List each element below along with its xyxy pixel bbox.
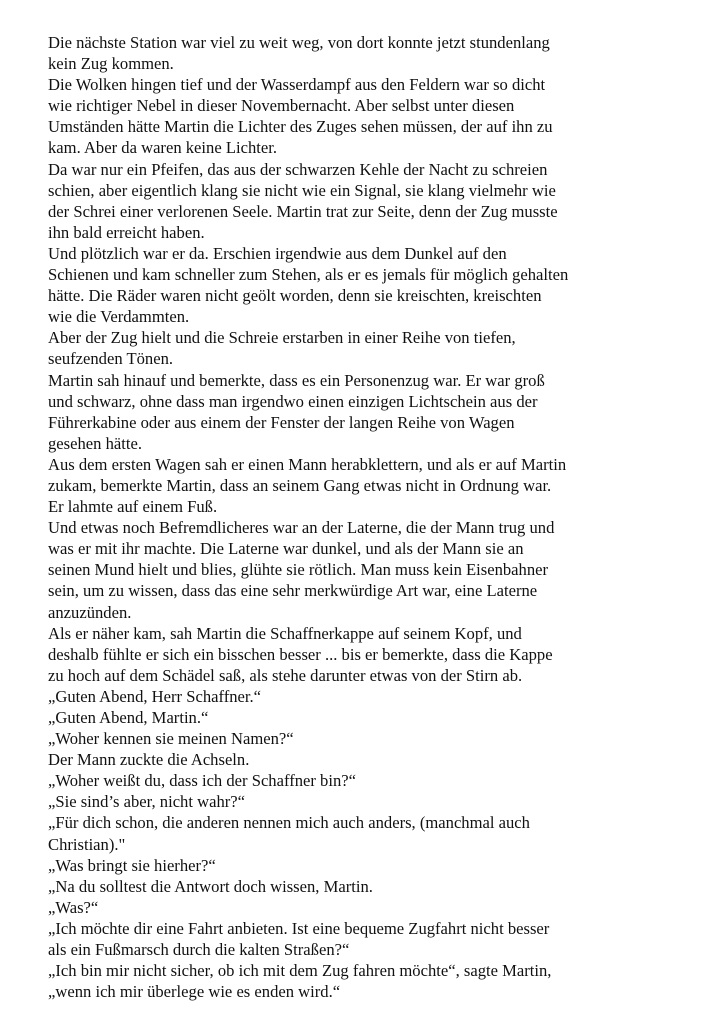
text-line: Die Wolken hingen tief und der Wasserdampf aus den Feldern war so dicht: [48, 75, 546, 95]
text-line: deshalb fühlte er sich ein bisschen besser ... bis er bemerkte, dass die Kappe: [48, 644, 553, 664]
text-line: „Woher weißt du, dass ich der Schaffner bin?“: [48, 771, 356, 791]
text-line: hätte. Die Räder waren nicht geölt worden, denn sie kreischten, kreischten: [48, 286, 542, 306]
story-text: [48, 32, 678, 1002]
text-line: Und etwas noch Befremdlicheres war an der Laterne, die der Mann trug und: [48, 518, 555, 538]
text-line: „Was bringt sie hierher?“: [48, 855, 216, 875]
text-line: Der Mann zuckte die Achseln.: [48, 750, 250, 770]
text-line: Aus dem ersten Wagen sah er einen Mann herabklettern, und als er auf Martin: [48, 454, 567, 474]
text-line: „Woher kennen sie meinen Namen?“: [48, 729, 294, 749]
text-line: ihn bald erreicht haben.: [48, 222, 205, 242]
text-line: gesehen hätte.: [48, 433, 142, 453]
text-line: Martin sah hinauf und bemerkte, dass es ein Personenzug war. Er war groß: [48, 370, 545, 390]
text-line: schien, aber eigentlich klang sie nicht wie ein Signal, sie klang vielmehr wie: [48, 180, 556, 200]
text-line: Als er näher kam, sah Martin die Schaffnerkappe auf seinem Kopf, und: [48, 623, 522, 643]
text-line: seinen Mund hielt und blies, glühte sie rötlich. Man muss kein Eisenbahner: [48, 560, 549, 580]
text-line: Und plötzlich war er da. Erschien irgendwie aus dem Dunkel auf den: [48, 243, 507, 263]
text-line: Er lahmte auf einem Fuß.: [48, 497, 218, 517]
text-line: wie richtiger Nebel in dieser Novembernacht. Aber selbst unter diesen: [48, 96, 515, 116]
text-line: Die nächste Station war viel zu weit weg, von dort konnte jetzt stundenlang: [48, 33, 550, 52]
text-line: „wenn ich mir überlege wie es enden wird.“: [48, 982, 341, 1002]
text-line: und schwarz, ohne dass man irgendwo einen einzigen Lichtschein aus der: [48, 391, 538, 411]
text-line: Führerkabine oder aus einem der Fenster der langen Reihe von Wagen: [48, 412, 515, 432]
text-line: kein Zug kommen.: [48, 54, 174, 74]
text-line: Umständen hätte Martin die Lichter des Zuges sehen müssen, der auf ihn zu: [48, 117, 553, 137]
text-line: der Schrei einer verlorenen Seele. Martin trat zur Seite, denn der Zug musste: [48, 201, 558, 221]
text-line: „Guten Abend, Martin.“: [48, 708, 209, 727]
text-line: Aber der Zug hielt und die Schreie erstarben in einer Reihe von tiefen,: [48, 328, 516, 348]
text-line: „Sie sind’s aber, nicht wahr?“: [48, 792, 246, 812]
text-line: als ein Fußmarsch durch die kalten Straßen?“: [48, 940, 350, 960]
text-line: was er mit ihr machte. Die Laterne war dunkel, und als der Mann sie an: [48, 539, 524, 559]
text-line: „Ich möchte dir eine Fahrt anbieten. Ist eine bequeme Zugfahrt nicht besser: [48, 918, 550, 938]
text-line: zu hoch auf dem Schädel saß, als stehe darunter etwas von der Stirn ab.: [48, 665, 523, 685]
text-line: Schienen und kam schneller zum Stehen, als er es jemals für möglich gehalten: [48, 265, 569, 285]
text-line: zukam, bemerkte Martin, dass an seinem Gang etwas nicht in Ordnung war.: [48, 475, 552, 495]
text-line: „Ich bin mir nicht sicher, ob ich mit dem Zug fahren möchte“, sagte Martin,: [48, 961, 552, 981]
text-line: „Für dich schon, die anderen nennen mich auch anders, (manchmal auch: [48, 813, 530, 833]
text-line: „Na du solltest die Antwort doch wissen, Martin.: [48, 876, 373, 896]
text-line: anzuzünden.: [48, 602, 132, 622]
text-line: sein, um zu wissen, dass das eine sehr merkwürdige Art war, eine Laterne: [48, 581, 538, 601]
text-line: Da war nur ein Pfeifen, das aus der schwarzen Kehle der Nacht zu schreien: [48, 159, 548, 179]
text-line: wie die Verdammten.: [48, 307, 190, 327]
text-line: Christian).": [48, 834, 126, 854]
text-line: kam. Aber da waren keine Lichter.: [48, 138, 277, 158]
text-line: „Guten Abend, Herr Schaffner.“: [48, 686, 262, 706]
text-line: „Was?“: [48, 897, 99, 917]
text-line: seufzenden Tönen.: [48, 349, 174, 369]
